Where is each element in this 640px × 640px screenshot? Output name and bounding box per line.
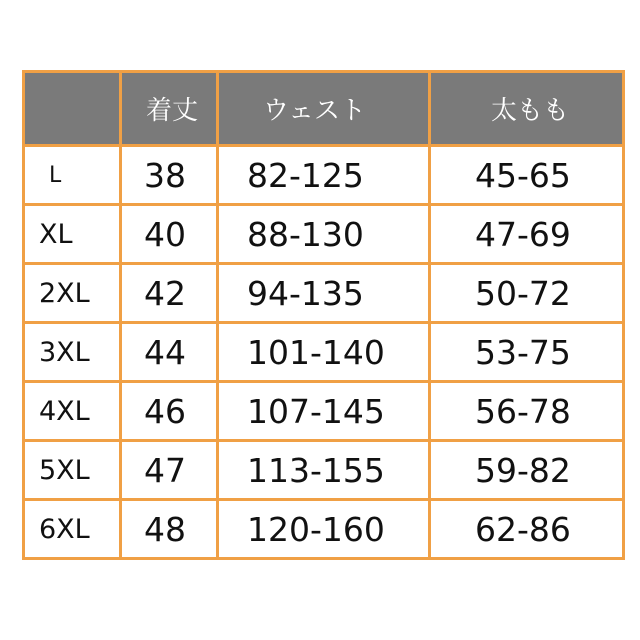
- length-cell: 46: [121, 382, 218, 441]
- waist-cell: 94-135: [218, 264, 430, 323]
- waist-cell: 113-155: [218, 441, 430, 500]
- table-row: [24, 382, 624, 441]
- size-chart-table: [22, 70, 625, 560]
- length-cell: 42: [121, 264, 218, 323]
- table-row: [24, 323, 624, 382]
- thigh-cell: 62-86: [430, 500, 624, 559]
- waist-cell: 88-130: [218, 205, 430, 264]
- waist-cell: 107-145: [218, 382, 430, 441]
- length-cell: 48: [121, 500, 218, 559]
- thigh-cell: 45-65: [430, 146, 624, 205]
- header-row: [24, 72, 624, 146]
- size-cell: L: [24, 146, 121, 205]
- size-cell: 2XL: [24, 264, 121, 323]
- header-size: [24, 72, 121, 146]
- size-cell: XL: [24, 205, 121, 264]
- size-cell: 3XL: [24, 323, 121, 382]
- thigh-cell: 59-82: [430, 441, 624, 500]
- table-row: [24, 146, 624, 205]
- size-cell: 4XL: [24, 382, 121, 441]
- waist-cell: 120-160: [218, 500, 430, 559]
- size-cell: 6XL: [24, 500, 121, 559]
- waist-cell: 82-125: [218, 146, 430, 205]
- table-row: [24, 264, 624, 323]
- thigh-cell: 50-72: [430, 264, 624, 323]
- thigh-cell: 47-69: [430, 205, 624, 264]
- header-thigh: 太もも: [430, 72, 624, 146]
- length-cell: 40: [121, 205, 218, 264]
- thigh-cell: 53-75: [430, 323, 624, 382]
- thigh-cell: 56-78: [430, 382, 624, 441]
- table-row: [24, 205, 624, 264]
- waist-cell: 101-140: [218, 323, 430, 382]
- table-row: [24, 441, 624, 500]
- header-waist: ウェスト: [218, 72, 430, 146]
- size-cell: 5XL: [24, 441, 121, 500]
- length-cell: 47: [121, 441, 218, 500]
- length-cell: 44: [121, 323, 218, 382]
- table-row: [24, 500, 624, 559]
- header-length: 着丈: [121, 72, 218, 146]
- length-cell: 38: [121, 146, 218, 205]
